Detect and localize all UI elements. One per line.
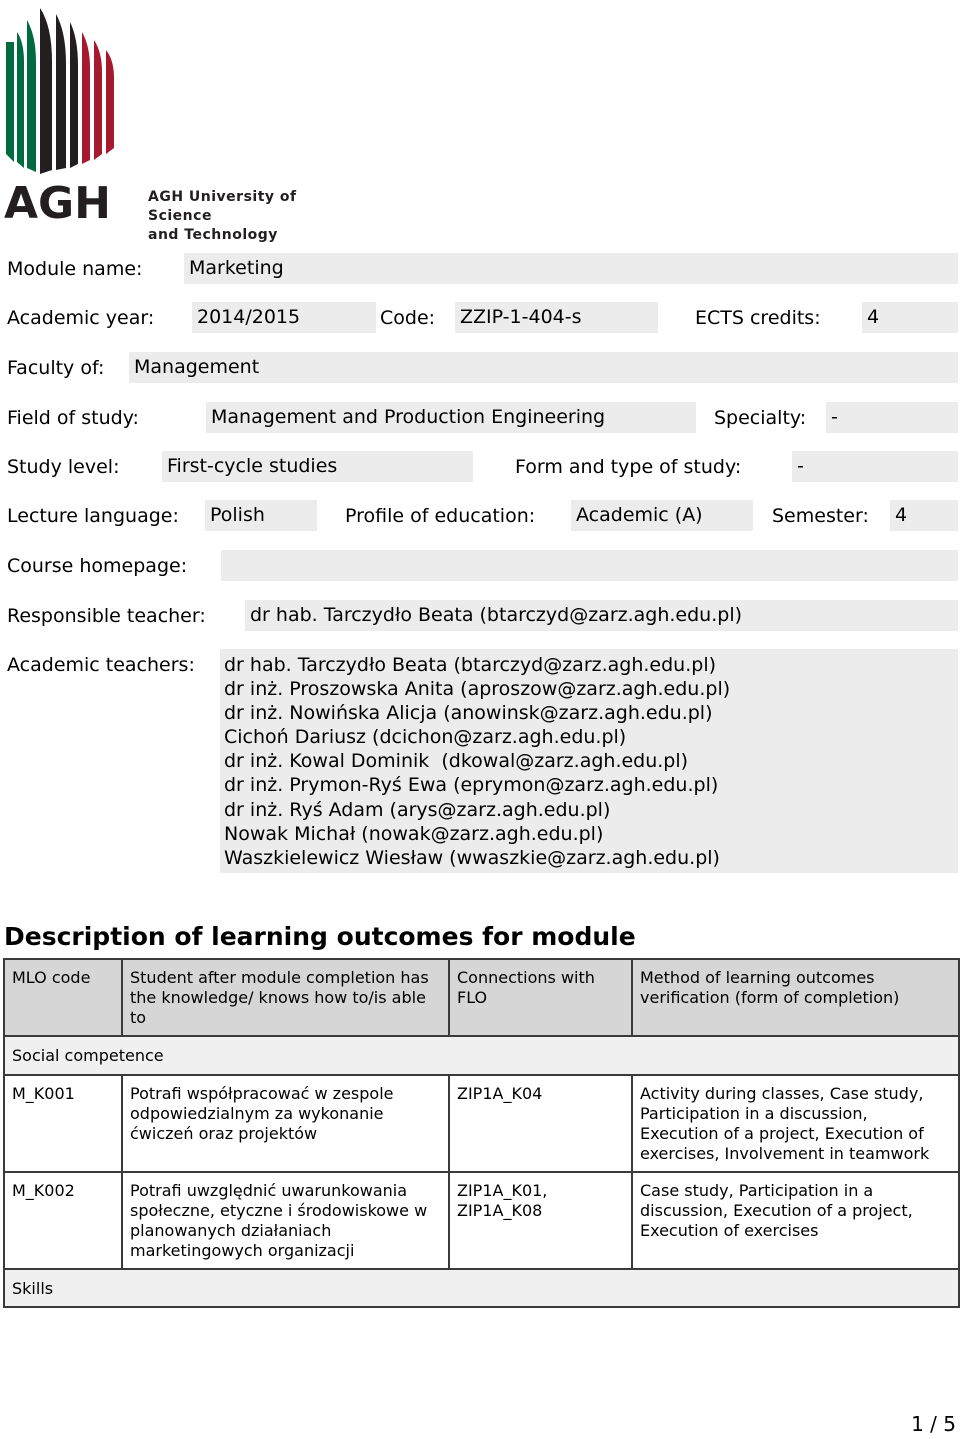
responsible-teacher-value: dr hab. Tarczydło Beata (btarczyd@zarz.agh.edu.pl) xyxy=(245,600,958,631)
learning-outcomes-table xyxy=(3,958,960,1308)
profile-label: Profile of education: xyxy=(345,505,536,527)
ects-label: ECTS credits: xyxy=(695,307,821,329)
row-description: Potrafi współpracować w zespole odpowiedzialnym za wykonanie ćwiczeń oraz projektów xyxy=(122,1075,449,1172)
section-row-social xyxy=(4,1036,959,1075)
row-method: Case study, Participation in a discussion, Execution of a project, Execution of exercises xyxy=(632,1172,959,1269)
course-homepage-label: Course homepage: xyxy=(7,555,188,577)
row-description: Potrafi uwzględnić uwarunkowania społeczne, etyczne i środowiskowe w planowanych działaniach marketingowych organizacji xyxy=(122,1172,449,1269)
code-value: ZZIP-1-404-s xyxy=(455,302,658,333)
university-name xyxy=(148,188,352,245)
teacher-item: dr inż. Kowal Dominik (dkowal@zarz.agh.edu.pl) xyxy=(224,750,689,773)
faculty-value: Management xyxy=(129,352,958,383)
module-name-label: Module name: xyxy=(7,258,143,280)
semester-label: Semester: xyxy=(772,505,869,527)
teacher-item: dr inż. Prymon-Ryś Ewa (eprymon@zarz.agh.edu.pl) xyxy=(224,774,719,797)
form-of-study-value: - xyxy=(792,451,958,482)
header-student-outcome: Student after module completion has the knowledge/ knows how to/is able to xyxy=(122,959,449,1036)
academic-year-value: 2014/2015 xyxy=(192,302,376,333)
semester-value: 4 xyxy=(890,500,958,531)
form-of-study-label: Form and type of study: xyxy=(515,456,742,478)
academic-year-label: Academic year: xyxy=(7,307,155,329)
header-verification-method: Method of learning outcomes verification (form of completion) xyxy=(632,959,959,1036)
university-name-line1: AGH University of Science xyxy=(148,189,297,224)
header-mlo-code: MLO code xyxy=(4,959,122,1036)
table-row xyxy=(4,1172,959,1269)
study-level-label: Study level: xyxy=(7,456,120,478)
row-code: M_K002 xyxy=(4,1172,122,1269)
responsible-teacher-label: Responsible teacher: xyxy=(7,605,206,627)
course-homepage-value[interactable] xyxy=(221,550,958,581)
academic-teachers-label: Academic teachers: xyxy=(7,654,195,676)
page-number: 1 / 5 xyxy=(911,1412,956,1436)
learning-outcomes-title: Description of learning outcomes for module xyxy=(4,922,636,951)
lecture-language-value: Polish xyxy=(205,500,317,531)
teacher-item: dr inż. Nowińska Alicja (anowinsk@zarz.agh.edu.pl) xyxy=(224,702,713,725)
specialty-value: - xyxy=(826,402,958,433)
ects-value: 4 xyxy=(862,302,958,333)
field-of-study-label: Field of study: xyxy=(7,407,139,429)
lecture-language-label: Lecture language: xyxy=(7,505,179,527)
agh-logo xyxy=(2,2,352,243)
field-of-study-value: Management and Production Engineering xyxy=(206,402,696,433)
table-row xyxy=(4,1075,959,1172)
specialty-label: Specialty: xyxy=(714,407,807,429)
teacher-item: dr inż. Ryś Adam (arys@zarz.agh.edu.pl) xyxy=(224,798,611,821)
row-method: Activity during classes, Case study, Participation in a discussion, Execution of a project, Execution of exercises, Involvement in teamwork xyxy=(632,1075,959,1172)
row-flo: ZIP1A_K04 xyxy=(449,1075,632,1172)
teacher-item: dr hab. Tarczydło Beata (btarczyd@zarz.agh.edu.pl) xyxy=(224,654,717,676)
code-label: Code: xyxy=(380,307,436,329)
faculty-label: Faculty of: xyxy=(7,357,105,379)
table-header-row xyxy=(4,959,959,1036)
university-name-line2: and Technology xyxy=(148,227,278,243)
section-row-skills xyxy=(4,1269,959,1307)
teacher-item: Waszkielewicz Wiesław (wwaszkie@zarz.agh.edu.pl) xyxy=(224,846,720,869)
teacher-item: Cichoń Dariusz (dcichon@zarz.agh.edu.pl) xyxy=(224,726,627,749)
academic-teachers-list xyxy=(220,649,958,873)
agh-wordmark: AGH xyxy=(4,178,111,224)
section-social-competence: Social competence xyxy=(4,1036,959,1075)
teacher-item: dr inż. Proszowska Anita (aproszow@zarz.agh.edu.pl) xyxy=(224,678,731,701)
study-level-value: First-cycle studies xyxy=(162,451,473,482)
row-code: M_K001 xyxy=(4,1075,122,1172)
header-connections-flo: Connections with FLO xyxy=(449,959,632,1036)
teacher-item: Nowak Michał (nowak@zarz.agh.edu.pl) xyxy=(224,822,604,845)
profile-value: Academic (A) xyxy=(571,500,753,531)
row-flo: ZIP1A_K01, ZIP1A_K08 xyxy=(449,1172,632,1269)
section-skills: Skills xyxy=(4,1269,959,1307)
module-name-value: Marketing xyxy=(184,253,958,284)
